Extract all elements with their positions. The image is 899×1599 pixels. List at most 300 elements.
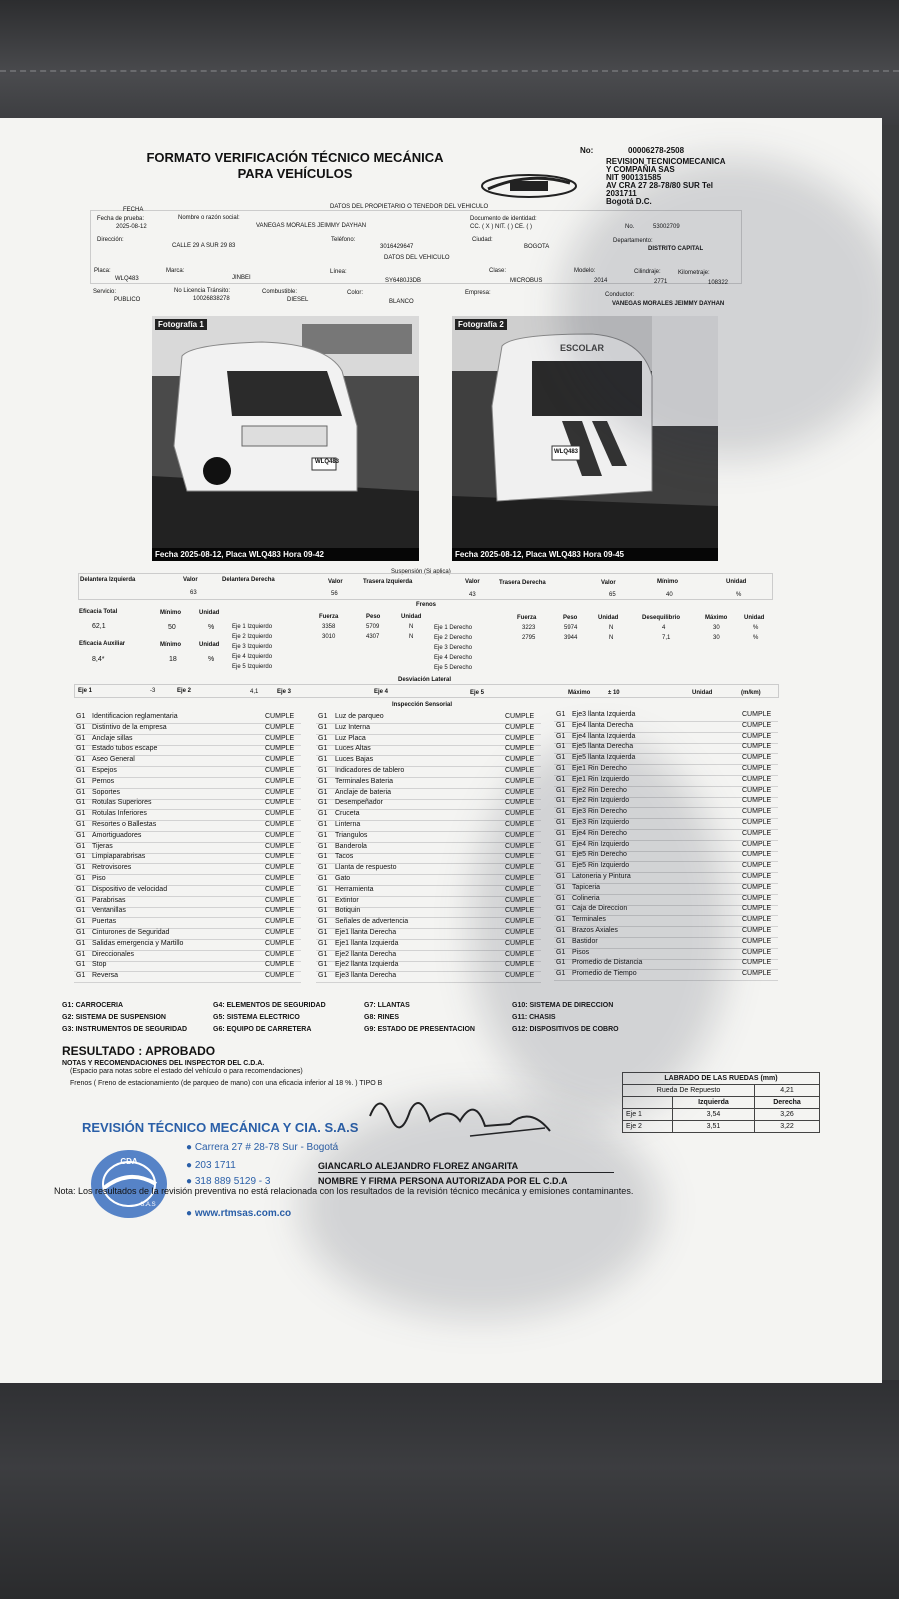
sensorial-item: Eje2 llanta Izquierda [335, 961, 399, 969]
brake-fuerza-left: 3358 [322, 624, 336, 630]
sensorial-group: G1 [76, 950, 86, 958]
sensorial-group: G1 [556, 937, 566, 945]
sensorial-result: CUMPLE [742, 851, 772, 859]
sensorial-item: Caja de Direccion [572, 905, 628, 913]
h-unidad-r: Unidad [598, 615, 619, 621]
group-label: G10: SISTEMA DE DIRECCION [512, 1002, 614, 1009]
sensorial-group: G1 [76, 875, 86, 882]
brake-eje-left: Eje 3 Izquierdo [232, 644, 273, 650]
sensorial-group: G1 [556, 721, 566, 729]
ef-total-min: 50 [168, 624, 176, 631]
sensorial-result: CUMPLE [265, 713, 295, 720]
sensorial-result: CUMPLE [265, 853, 295, 861]
sensorial-group: G1 [318, 896, 328, 904]
sensorial-group: G1 [556, 873, 566, 880]
sensorial-result: CUMPLE [505, 799, 535, 807]
sensorial-item: Eje2 llanta Derecha [335, 950, 397, 958]
susp-min: 40 [666, 592, 673, 598]
sensorial-item: Linterna [335, 821, 361, 828]
ciudad: BOGOTA [524, 244, 550, 250]
group-label: G9: ESTADO DE PRESENTACION [364, 1026, 475, 1033]
sensorial-group: G1 [318, 734, 328, 742]
brake-unidad-right: N [609, 635, 614, 641]
sensorial-item: Distintivo de la empresa [92, 723, 167, 731]
sensorial-result: CUMPLE [265, 972, 295, 980]
sensorial-group: G1 [76, 777, 86, 785]
sensorial-result: CUMPLE [505, 821, 535, 828]
clase: MICROBUS [510, 278, 543, 284]
h-unidad-l: Unidad [401, 614, 422, 620]
group-label: G3: INSTRUMENTOS DE SEGURIDAD [62, 1026, 188, 1033]
sensorial-item: Eje4 Rin Izquierdo [572, 840, 630, 848]
sensorial-result: CUMPLE [505, 853, 535, 861]
sensorial-item: Llanta de respuesto [335, 864, 397, 872]
marca-label: Marca: [166, 268, 185, 274]
vehicle-photo-rear [452, 316, 718, 561]
sensorial-group: G1 [556, 970, 566, 978]
sensorial-result: CUMPLE [265, 810, 295, 818]
sensorial-group: G1 [556, 948, 566, 956]
inspector-name: GIANCARLO ALEJANDRO FLOREZ ANGARITA [318, 1161, 614, 1173]
sensorial-group: G1 [318, 885, 328, 893]
sensorial-result: CUMPLE [265, 907, 295, 915]
sensorial-result: CUMPLE [265, 918, 295, 926]
sensorial-item: Rotulas Inferiores [92, 810, 147, 818]
brake-fuerza-left: 3010 [322, 634, 336, 640]
sensorial-result: CUMPLE [265, 756, 295, 764]
susp-valor-2: Valor [328, 579, 343, 585]
sensorial-item: Luces Altas [335, 745, 371, 753]
labrado-eje1-izq: 3,54 [672, 1109, 754, 1121]
sensorial-item: Tijeras [92, 842, 113, 850]
sensorial-result: CUMPLE [265, 929, 295, 936]
susp-unit-label: Unidad [726, 579, 747, 585]
sensorial-item: Colineria [572, 894, 600, 902]
sensorial-item: Promedio de Tiempo [572, 970, 637, 978]
sensorial-result: CUMPLE [742, 894, 772, 902]
sensorial-group: G1 [76, 864, 86, 872]
doc-number-label: No: [580, 146, 594, 155]
inspector-signature [360, 1086, 560, 1156]
sensorial-group: G1 [318, 842, 328, 850]
dev-eje3-label: Eje 3 [277, 689, 292, 695]
licencia: 10026838278 [193, 296, 230, 302]
background-bottom [0, 1380, 899, 1599]
placa-label: Placa: [94, 268, 111, 274]
labrado-eje2-der: 3,22 [755, 1121, 820, 1133]
doc-number: 00006278-2508 [628, 146, 685, 155]
seal-cda-text: CDA [120, 1157, 138, 1166]
susp-di: 63 [190, 590, 197, 596]
sensorial-result: CUMPLE [505, 810, 535, 818]
seat-stitch [0, 70, 899, 72]
vehicle-photo-front [152, 316, 419, 561]
conductor-label: Conductor: [605, 292, 635, 298]
sensorial-item: Brazos Axiales [572, 927, 618, 934]
sensorial-item: Gato [335, 875, 351, 882]
clase-label: Clase: [489, 268, 507, 274]
desviacion-title: Desviación Lateral [398, 677, 452, 683]
stamp-address [186, 1142, 338, 1153]
dev-eje2-label: Eje 2 [177, 688, 192, 694]
ef-total-min-label: Mínimo [160, 610, 181, 616]
sensorial-item: Luz de parqueo [335, 713, 384, 720]
sensorial-group: G1 [76, 821, 86, 828]
location-icon: ● [186, 1142, 193, 1153]
sensorial-group: G1 [556, 743, 566, 751]
susp-dd-label: Delantera Derecha [222, 577, 275, 583]
sensorial-group: G1 [76, 810, 86, 818]
cilindraje: 2771 [654, 279, 668, 285]
h-deseq: Desequilibrio [642, 615, 681, 621]
sensorial-item: Reversa [92, 972, 119, 980]
labrado-der-header: Derecha [755, 1097, 820, 1109]
sensorial-group: G1 [556, 765, 566, 772]
sensorial-item: Tacos [335, 853, 354, 861]
repuesto-label: Rueda De Repuesto [623, 1085, 755, 1097]
sensorial-item: Eje3 Rin Derecho [572, 808, 627, 816]
sensorial-item: Salidas emergencia y Martillo [92, 939, 184, 947]
stamp-phone-text: 203 1711 [194, 1160, 236, 1171]
sensorial-group: G1 [318, 961, 328, 969]
sensorial-item: Pisos [572, 948, 590, 956]
linea-label: Línea: [330, 269, 347, 275]
seal-sas-text: S.A.S [140, 1202, 156, 1208]
stamp-company: REVISIÓN TÉCNICO MECÁNICA Y CIA. S.A.S [82, 1120, 359, 1135]
sensorial-group: G1 [318, 810, 328, 818]
ef-aux-unit: % [208, 656, 215, 663]
brake-fuerza-right: 3223 [522, 625, 536, 631]
brake-eje-right: Eje 3 Derecho [434, 645, 473, 651]
sensorial-item: Eje4 Rin Derecho [572, 829, 627, 837]
inspector-note: Frenos ( Freno de estacionamiento (de parqueo de mano) con una eficacia inferior al 18 %. ) TIPO B [70, 1080, 383, 1087]
footer-note: Nota: Los resultados de la revisión preventiva no está relacionada con los resultados de la revisión técnico mecánica y emisiones contaminantes. [54, 1186, 634, 1196]
sensorial-group: G1 [318, 831, 328, 839]
sensorial-group: G1 [556, 927, 566, 934]
owner-name: VANEGAS MORALES JEIMMY DAYHAN [256, 223, 367, 229]
labrado-izq-header: Izquierda [672, 1097, 754, 1109]
labrado-title: LABRADO DE LAS RUEDAS (mm) [623, 1073, 820, 1085]
sensorial-group: G1 [556, 840, 566, 848]
sensorial-group: G1 [556, 959, 566, 967]
labrado-corner [623, 1097, 673, 1109]
sensorial-group: G1 [318, 907, 328, 915]
company-line: REVISION TECNICOMECANICA [606, 157, 726, 166]
sensorial-result: CUMPLE [265, 788, 295, 796]
sensorial-group: G1 [76, 907, 86, 915]
h-peso-r: Peso [563, 615, 578, 621]
sensorial-result: CUMPLE [742, 937, 772, 945]
susp-valor-3: Valor [465, 579, 480, 585]
brake-eje-left: Eje 1 Izquierdo [232, 624, 273, 630]
photo1-label: Fotografía 1 [155, 319, 207, 330]
brake-max: 30 [713, 635, 720, 641]
sensorial-group: G1 [556, 894, 566, 902]
brake-unidad-left: N [409, 624, 414, 630]
brake-peso-left: 4307 [366, 634, 380, 640]
sensorial-result: CUMPLE [505, 745, 535, 753]
sensorial-group: G1 [556, 786, 566, 794]
sensorial-group: G1 [76, 972, 86, 980]
sensorial-item: Indicadores de tablero [335, 767, 405, 774]
sensorial-item: Eje3 llanta Derecha [335, 972, 397, 980]
ef-total-unit-label: Unidad [199, 610, 220, 616]
sensorial-result: CUMPLE [742, 765, 772, 772]
sensorial-result: CUMPLE [742, 840, 772, 848]
sensorial-group: G1 [76, 756, 86, 764]
sensorial-result: CUMPLE [505, 885, 535, 893]
sensorial-item: Soportes [92, 788, 121, 796]
sensorial-group: G1 [318, 950, 328, 958]
sensorial-group: G1 [76, 799, 86, 807]
dev-unit: (m/km) [741, 690, 761, 696]
labrado-eje1-label: Eje 1 [623, 1109, 673, 1121]
direccion-label: Dirección: [97, 237, 124, 243]
sensorial-group: G1 [556, 797, 566, 805]
sensorial-item: Cinturones de Seguridad [92, 929, 170, 936]
photo1-caption: Fecha 2025-08-12, Placa WLQ483 Hora 09-42 [152, 548, 419, 561]
sensorial-item: Stop [92, 961, 107, 969]
labrado-eje1-der: 3,26 [755, 1109, 820, 1121]
frenos-title: Frenos [416, 602, 437, 608]
brake-eje-right: Eje 1 Derecho [434, 625, 473, 631]
group-label: G4: ELEMENTOS DE SEGURIDAD [213, 1002, 326, 1009]
brake-fuerza-right: 2795 [522, 635, 536, 641]
telefono-label: Teléfono: [331, 237, 356, 243]
sensorial-item: Señales de advertencia [335, 918, 409, 926]
dev-unit-label: Unidad [692, 690, 713, 696]
notes-title: NOTAS Y RECOMENDACIONES DEL INSPECTOR DEL C.D.A. [62, 1060, 265, 1067]
sensorial-group: G1 [76, 939, 86, 947]
ef-aux-unit-label: Unidad [199, 642, 220, 648]
sensorial-result: CUMPLE [265, 896, 295, 904]
fecha-prueba-label: Fecha de prueba: [97, 216, 145, 222]
sensorial-item: Resortes o Ballestas [92, 821, 157, 828]
sensorial-item: Eje2 Rin Izquierdo [572, 797, 630, 805]
group-label: G5: SISTEMA ELECTRICO [213, 1014, 300, 1021]
departamento-label: Departamento: [613, 238, 653, 244]
brake-peso-right: 3944 [564, 635, 578, 641]
labrado-eje2-label: Eje 2 [623, 1121, 673, 1133]
sensorial-result: CUMPLE [505, 756, 535, 764]
sensorial-result: CUMPLE [505, 767, 535, 774]
ef-total-label: Eficacia Total [79, 609, 118, 615]
sensorial-group: G1 [318, 972, 328, 980]
susp-td: 65 [609, 592, 616, 598]
sensorial-group: G1 [318, 713, 328, 720]
empresa-label: Empresa: [465, 290, 491, 296]
sensorial-item: Anclaje de bateria [335, 788, 392, 796]
sensorial-result: CUMPLE [265, 842, 295, 850]
sensorial-group: G1 [318, 918, 328, 926]
linea: SY6480J3DB [385, 278, 422, 284]
sensorial-group: G1 [76, 842, 86, 850]
dev-max: ± 10 [608, 690, 620, 696]
result-label: RESULTADO : APROBADO [62, 1044, 216, 1058]
sensorial-result: CUMPLE [742, 873, 772, 880]
sensorial-result: CUMPLE [265, 767, 295, 774]
sensorial-group: G1 [318, 864, 328, 872]
sensorial-result: CUMPLE [265, 734, 295, 742]
sensorial-result: CUMPLE [265, 821, 295, 828]
company-line: AV CRA 27 28-78/80 SUR Tel [606, 181, 714, 190]
marca: JINBEI [232, 275, 251, 281]
licencia-label: No Licencia Tránsito: [174, 288, 231, 294]
sensorial-item: Eje5 llanta Derecha [572, 743, 634, 751]
sensorial-result: CUMPLE [742, 711, 772, 718]
modelo: 2014 [594, 278, 608, 284]
sensorial-result: CUMPLE [742, 883, 772, 891]
susp-di-label: Delantera Izquierda [80, 577, 136, 583]
dev-eje4-label: Eje 4 [374, 689, 389, 695]
sensorial-group: G1 [556, 905, 566, 913]
sensorial-item: Tapiceria [572, 883, 601, 891]
sensorial-group: G1 [76, 918, 86, 926]
vehicle-color: BLANCO [389, 299, 414, 305]
sensorial-result: CUMPLE [265, 723, 295, 731]
sensorial-group: G1 [76, 853, 86, 861]
stamp-web-text: www.rtmsas.com.co [194, 1208, 292, 1219]
group-label: G11: CHASIS [512, 1014, 556, 1021]
company-line: Y COMPAÑIA SAS [606, 165, 675, 174]
brake-deseq: 4 [662, 625, 666, 631]
brake-unidad-right: N [609, 625, 614, 631]
dev-eje5-label: Eje 5 [470, 690, 485, 696]
sensorial-result: CUMPLE [742, 948, 772, 956]
sensorial-result: CUMPLE [742, 916, 772, 924]
van-front-illustration [152, 316, 419, 561]
photo2-caption: Fecha 2025-08-12, Placa WLQ483 Hora 09-45 [452, 548, 718, 561]
sensorial-item: Luces Bajas [335, 756, 374, 764]
sensorial-item: Triangulos [335, 831, 368, 839]
sensorial-result: CUMPLE [742, 754, 772, 762]
sensorial-result: CUMPLE [742, 797, 772, 805]
sensorial-group: G1 [556, 883, 566, 891]
sensorial-group: G1 [556, 808, 566, 816]
sensorial-item: Banderola [335, 842, 367, 850]
document-sheet [0, 118, 882, 1383]
sensorial-divider [74, 982, 301, 983]
sensorial-item: Eje5 Rin Derecho [572, 851, 627, 859]
sensorial-item: Cruceta [335, 810, 360, 818]
sensorial-group: G1 [318, 929, 328, 936]
sensorial-item: Botiquin [335, 907, 361, 915]
sensorial-group: G1 [318, 821, 328, 828]
sensorial-group: G1 [76, 885, 86, 893]
sensorial-group: G1 [318, 788, 328, 796]
brake-max: 30 [713, 625, 720, 631]
sensorial-result: CUMPLE [742, 743, 772, 751]
sensorial-group: G1 [318, 853, 328, 861]
sensorial-item: Extintor [335, 896, 359, 904]
sensorial-item: Identificacion reglamentaria [92, 713, 178, 720]
sensorial-item: Retrovisores [92, 864, 132, 872]
document-title: FORMATO VERIFICACIÓN TÉCNICO MECÁNICA PARA VEHÍCULOS [146, 150, 444, 181]
sensorial-result: CUMPLE [742, 970, 772, 978]
ef-aux-label: Eficacia Auxiliar [79, 641, 126, 647]
sensorial-result: CUMPLE [505, 723, 535, 731]
sensorial-result: CUMPLE [505, 842, 535, 850]
doc-no: 53002709 [653, 224, 680, 230]
susp-ti-label: Trasera Izquierda [363, 579, 413, 585]
sensorial-result: CUMPLE [265, 745, 295, 753]
sensorial-result: CUMPLE [505, 950, 535, 958]
sensorial-item: Eje2 Rin Derecho [572, 786, 627, 794]
sensorial-group: G1 [318, 799, 328, 807]
sensorial-result: CUMPLE [742, 959, 772, 967]
sensorial-result: CUMPLE [265, 831, 295, 839]
sensorial-group: G1 [318, 777, 328, 785]
sensorial-item: Parabrisas [92, 896, 126, 904]
ef-aux-min: 18 [169, 656, 177, 663]
km: 108322 [708, 280, 729, 286]
sensorial-result: CUMPLE [265, 777, 295, 785]
sensorial-item: Terminales Bateria [335, 777, 393, 785]
sensorial-item: Herramienta [335, 885, 374, 893]
modelo-label: Modelo: [574, 268, 596, 274]
sensorial-result: CUMPLE [742, 905, 772, 913]
sensorial-result: CUMPLE [742, 775, 772, 783]
sensorial-result: CUMPLE [742, 732, 772, 740]
sensorial-group: G1 [556, 851, 566, 859]
sensorial-group: G1 [556, 862, 566, 870]
sensorial-result: CUMPLE [265, 799, 295, 807]
brake-deseq-unit: % [753, 625, 759, 631]
sensorial-item: Promedio de Distancia [572, 959, 643, 967]
servicio-label: Servicio: [93, 289, 117, 295]
departamento: DISTRITO CAPITAL [648, 246, 704, 252]
fecha-prueba: 2025-08-12 [116, 224, 147, 230]
sensorial-result: CUMPLE [505, 896, 535, 904]
sensorial-group: G1 [318, 756, 328, 764]
sensorial-item: Dispositivo de velocidad [92, 885, 168, 893]
sensorial-group: G1 [318, 767, 328, 774]
sensorial-item: Amortiguadores [92, 831, 142, 839]
sensorial-title: Inspección Sensorial [392, 702, 453, 708]
doc-label: Documento de identidad: [470, 216, 537, 222]
sensorial-group: G1 [76, 713, 86, 720]
km-label: Kilometraje: [678, 270, 710, 276]
sensorial-group: G1 [76, 929, 86, 936]
sensorial-item: Piso [92, 875, 106, 882]
dev-eje2: 4,1 [250, 689, 259, 695]
globe-icon: ● [186, 1208, 193, 1219]
doc-types: CC. ( X ) NIT. ( ) CE. ( ) [470, 224, 532, 230]
sensorial-group: G1 [556, 829, 566, 837]
color-label: Color: [347, 290, 364, 296]
sensorial-item: Terminales [572, 916, 606, 924]
stamp-phone [186, 1160, 236, 1171]
sensorial-result: CUMPLE [505, 972, 535, 980]
sensorial-result: CUMPLE [742, 927, 772, 934]
sensorial-item: Latoneria y Pintura [572, 873, 631, 880]
nombre-label: Nombre o razón social: [178, 215, 240, 221]
sensorial-result: CUMPLE [742, 808, 772, 816]
group-label: G12: DISPOSITIVOS DE COBRO [512, 1026, 619, 1033]
sensorial-result: CUMPLE [505, 734, 535, 742]
h-peso-l: Peso [366, 614, 381, 620]
sensorial-result: CUMPLE [505, 875, 535, 882]
sensorial-group: G1 [318, 723, 328, 731]
sensorial-item: Eje1 Rin Izquierdo [572, 775, 630, 783]
brake-peso-right: 5974 [564, 625, 578, 631]
direccion: CALLE 29 A SUR 29 83 [172, 243, 236, 249]
sensorial-result: CUMPLE [742, 819, 772, 826]
ciudad-label: Ciudad: [472, 237, 493, 243]
sensorial-group: G1 [76, 896, 86, 904]
sensorial-item: Eje5 Rin Izquierdo [572, 862, 630, 870]
cilindraje-label: Cilindraje: [634, 269, 661, 275]
